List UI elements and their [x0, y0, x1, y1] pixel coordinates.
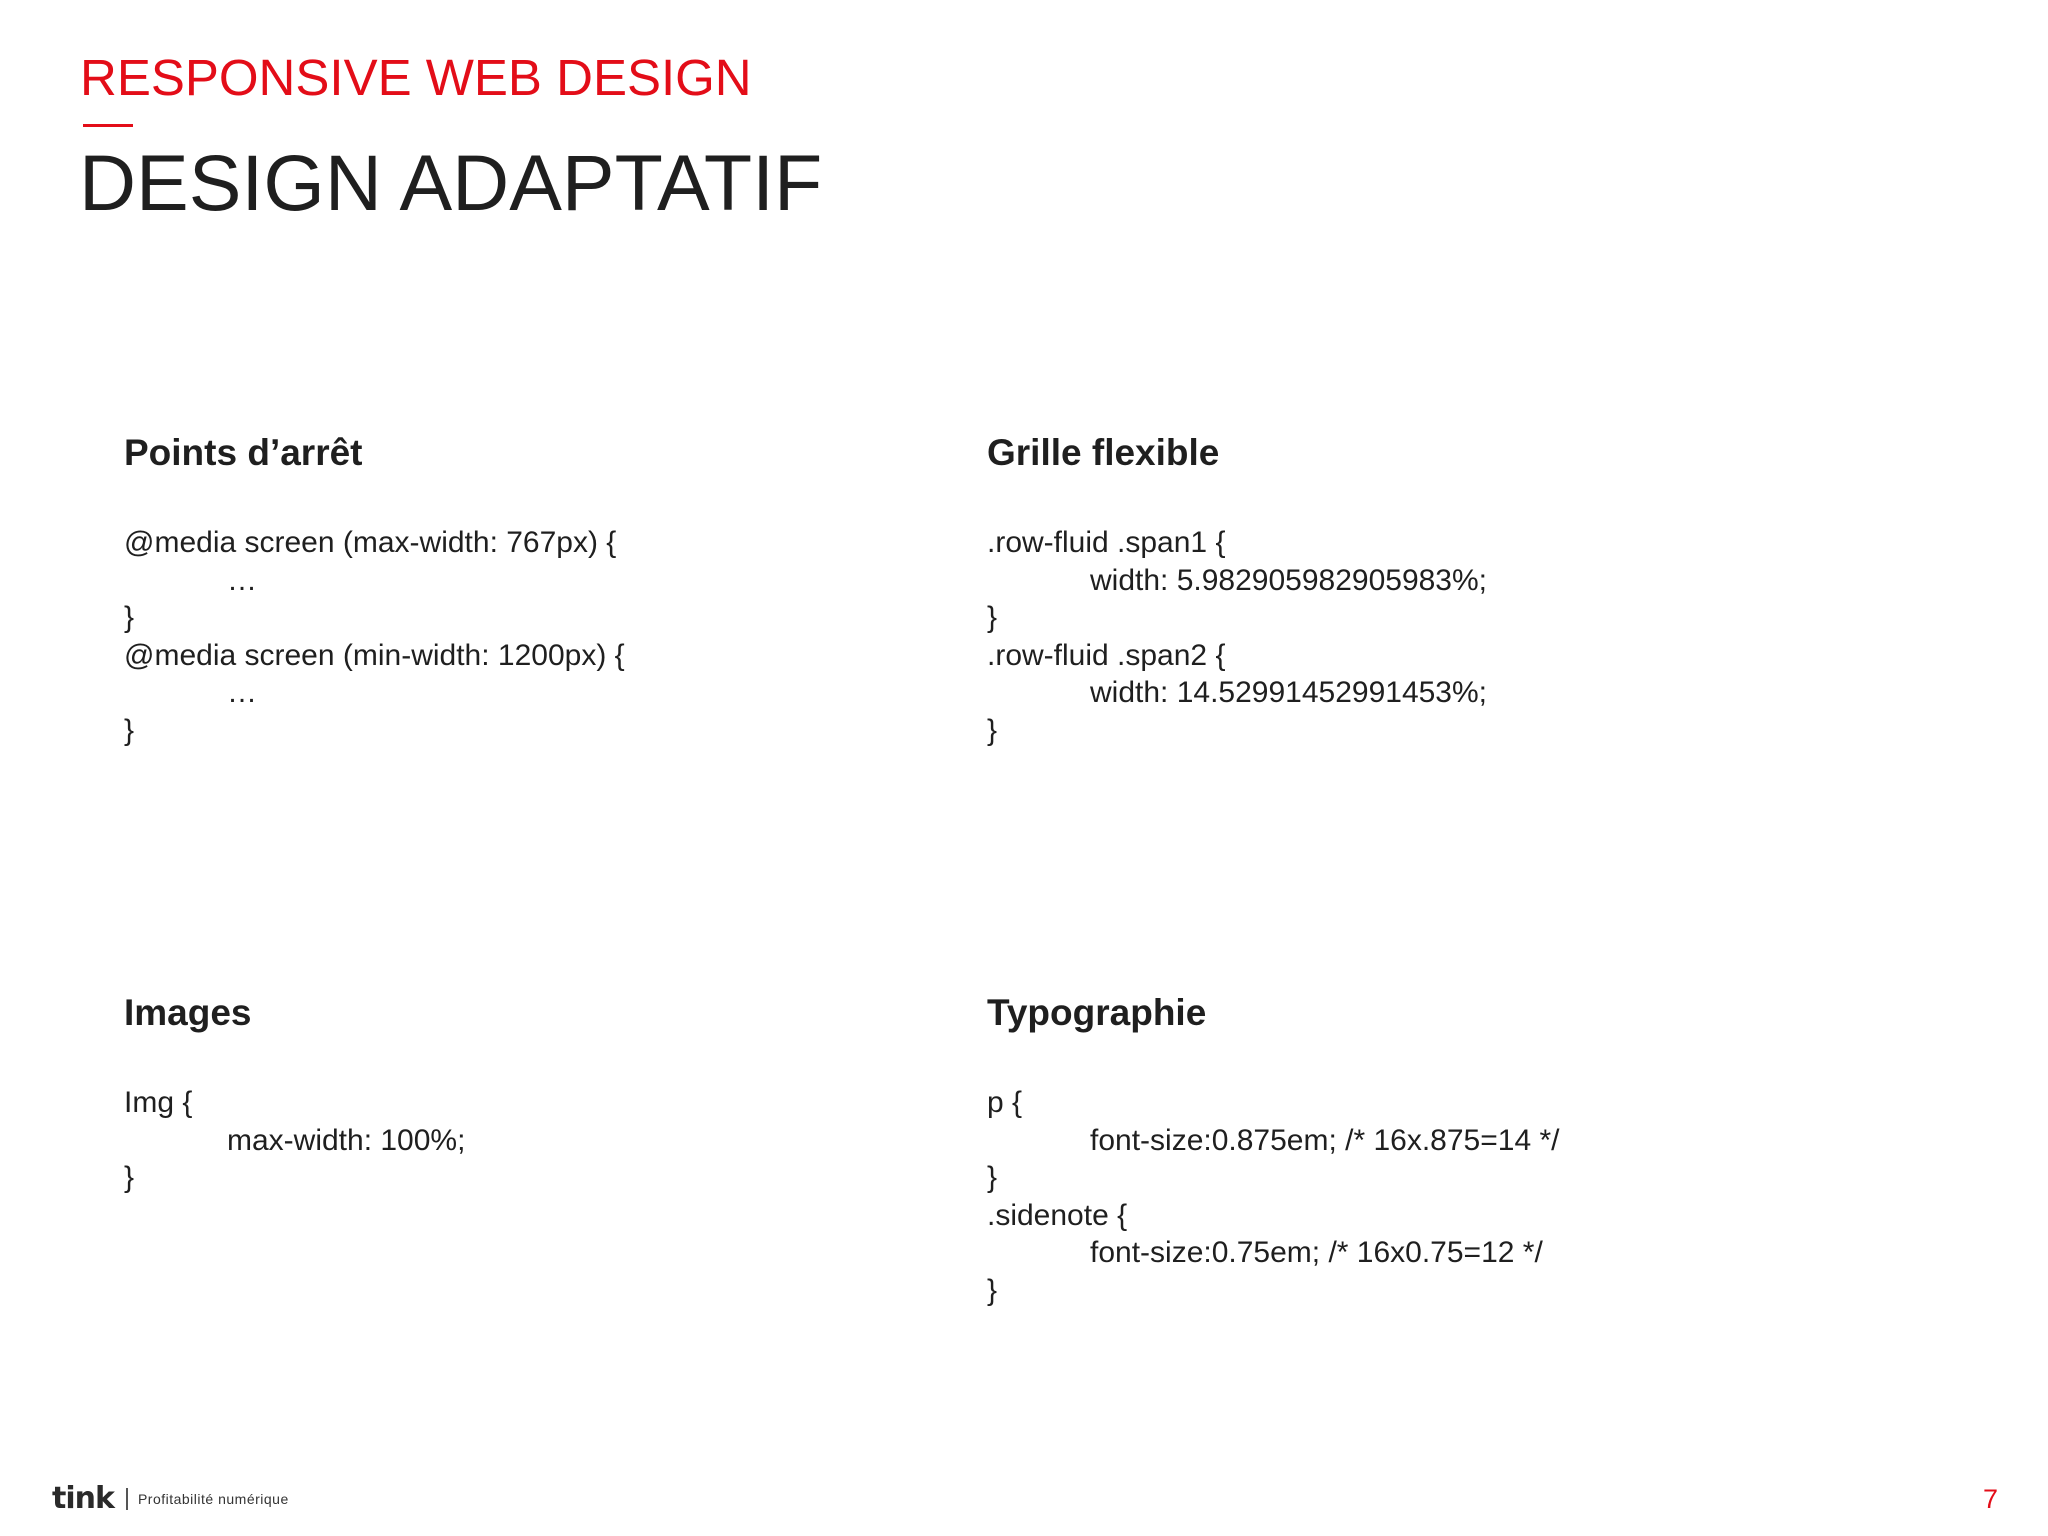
section-points-arret — [124, 431, 924, 749]
code-line: … — [227, 676, 257, 709]
code-block — [987, 524, 1787, 749]
code-line: width: 5.982905982905983%; — [1090, 563, 1488, 597]
code-line: } — [987, 713, 998, 747]
code-line: max-width: 100%; — [227, 1123, 466, 1157]
logo-separator — [126, 1488, 128, 1510]
section-heading: Points d’arrêt — [124, 432, 363, 473]
footer-logo — [52, 1482, 289, 1516]
code-line: } — [124, 1161, 135, 1194]
code-line: .row-fluid .span2 { — [987, 638, 1226, 672]
code-line: Img { — [124, 1086, 193, 1119]
code-line: .row-fluid .span1 { — [987, 526, 1226, 559]
code-block — [124, 524, 924, 749]
kicker-divider — [83, 124, 133, 127]
code-line: width: 14.52991452991453%; — [1090, 676, 1488, 709]
section-heading: Grille flexible — [987, 432, 1220, 473]
code-block — [124, 1084, 924, 1197]
code-line: } — [124, 713, 135, 747]
slide-title: DESIGN ADAPTATIF — [79, 138, 823, 227]
code-line: font-size:0.75em; /* 16x0.75=12 */ — [1090, 1236, 1543, 1269]
section-heading: Images — [124, 992, 252, 1033]
section-images — [124, 991, 924, 1197]
code-line: font-size:0.875em; /* 16x.875=14 */ — [1090, 1123, 1560, 1157]
code-line: … — [227, 563, 257, 597]
logo-tagline: Profitabilité numérique — [137, 1491, 289, 1507]
code-line: } — [987, 1273, 998, 1307]
section-grille-flexible — [987, 431, 1787, 749]
section-heading: Typographie — [987, 992, 1207, 1033]
code-line: } — [987, 1161, 998, 1194]
code-line: .sidenote { — [987, 1198, 1128, 1232]
slide-kicker: RESPONSIVE WEB DESIGN — [80, 49, 752, 106]
code-line: @media screen (min-width: 1200px) { — [124, 638, 625, 672]
code-line: @media screen (max-width: 767px) { — [124, 526, 617, 559]
code-line: } — [124, 601, 135, 634]
section-typographie — [987, 991, 1787, 1309]
page-number: 7 — [1982, 1484, 1998, 1514]
code-block — [987, 1084, 1787, 1309]
code-line: } — [987, 601, 998, 634]
code-line: p { — [987, 1086, 1023, 1119]
logo-wordmark: tink — [52, 1481, 114, 1516]
